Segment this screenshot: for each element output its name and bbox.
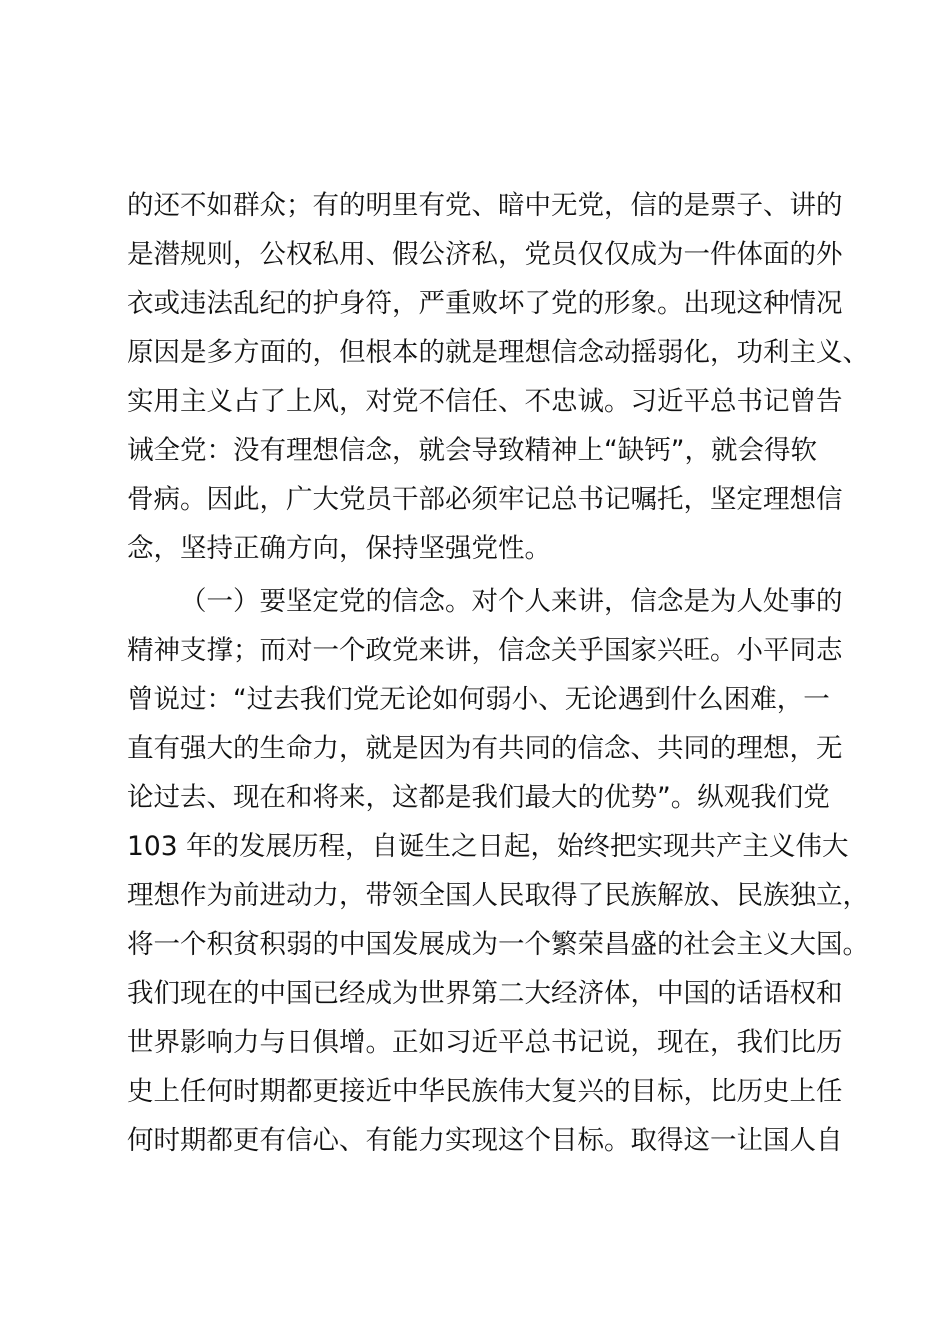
text-line-11: 曾说过：“过去我们党无论如何弱小、无论遇到什么困难，一 [127,684,830,715]
text-line-2: 是潜规则，公权私用、假公济私，党员仅仅成为一件体面的外 [127,239,843,270]
text-line-19: 史上任何时期都更接近中华民族伟大复兴的目标，比历史上任 [127,1076,843,1107]
text-line-3: 衣或违法乱纪的护身符，严重败坏了党的形象。出现这种情况 [127,288,843,319]
text-line-20: 何时期都更有信心、有能力实现这个目标。取得这一让国人自 [127,1125,843,1156]
text-line-4: 原因是多方面的，但根本的就是理想信念动摇弱化，功利主义、 [127,337,869,368]
text-line-14: 103 年的发展历程，自诞生之日起，始终把实现共产主义伟大 [127,831,849,862]
text-line-1: 的还不如群众；有的明里有党、暗中无党，信的是票子、讲的 [127,190,843,221]
text-line-10: 精神支撑；而对一个政党来讲，信念关乎国家兴旺。小平同志 [127,635,843,666]
text-line-8: 念，坚持正确方向，保持坚强党性。 [127,533,551,564]
paragraph-start-line: （一）要坚定党的信念。对个人来讲，信念是为人处事的 [180,586,843,617]
text-line-5: 实用主义占了上风，对党不信任、不忠诚。习近平总书记曾告 [127,386,843,417]
text-line-17: 我们现在的中国已经成为世界第二大经济体，中国的话语权和 [127,978,843,1009]
text-line-16: 将一个积贫积弱的中国发展成为一个繁荣昌盛的社会主义大国。 [127,929,869,960]
text-line-15: 理想作为前进动力，带领全国人民取得了民族解放、民族独立， [127,880,869,911]
text-line-13: 论过去、现在和将来，这都是我们最大的优势”。纵观我们党 [127,782,830,813]
text-line-18: 世界影响力与日俱增。正如习近平总书记说，现在，我们比历 [127,1027,843,1058]
text-line-7: 骨病。因此，广大党员干部必须牢记总书记嘱托，坚定理想信 [127,484,843,515]
text-line-12: 直有强大的生命力，就是因为有共同的信念、共同的理想，无 [127,733,843,764]
text-line-6: 诫全党：没有理想信念，就会导致精神上“缺钙”，就会得软 [127,435,817,466]
